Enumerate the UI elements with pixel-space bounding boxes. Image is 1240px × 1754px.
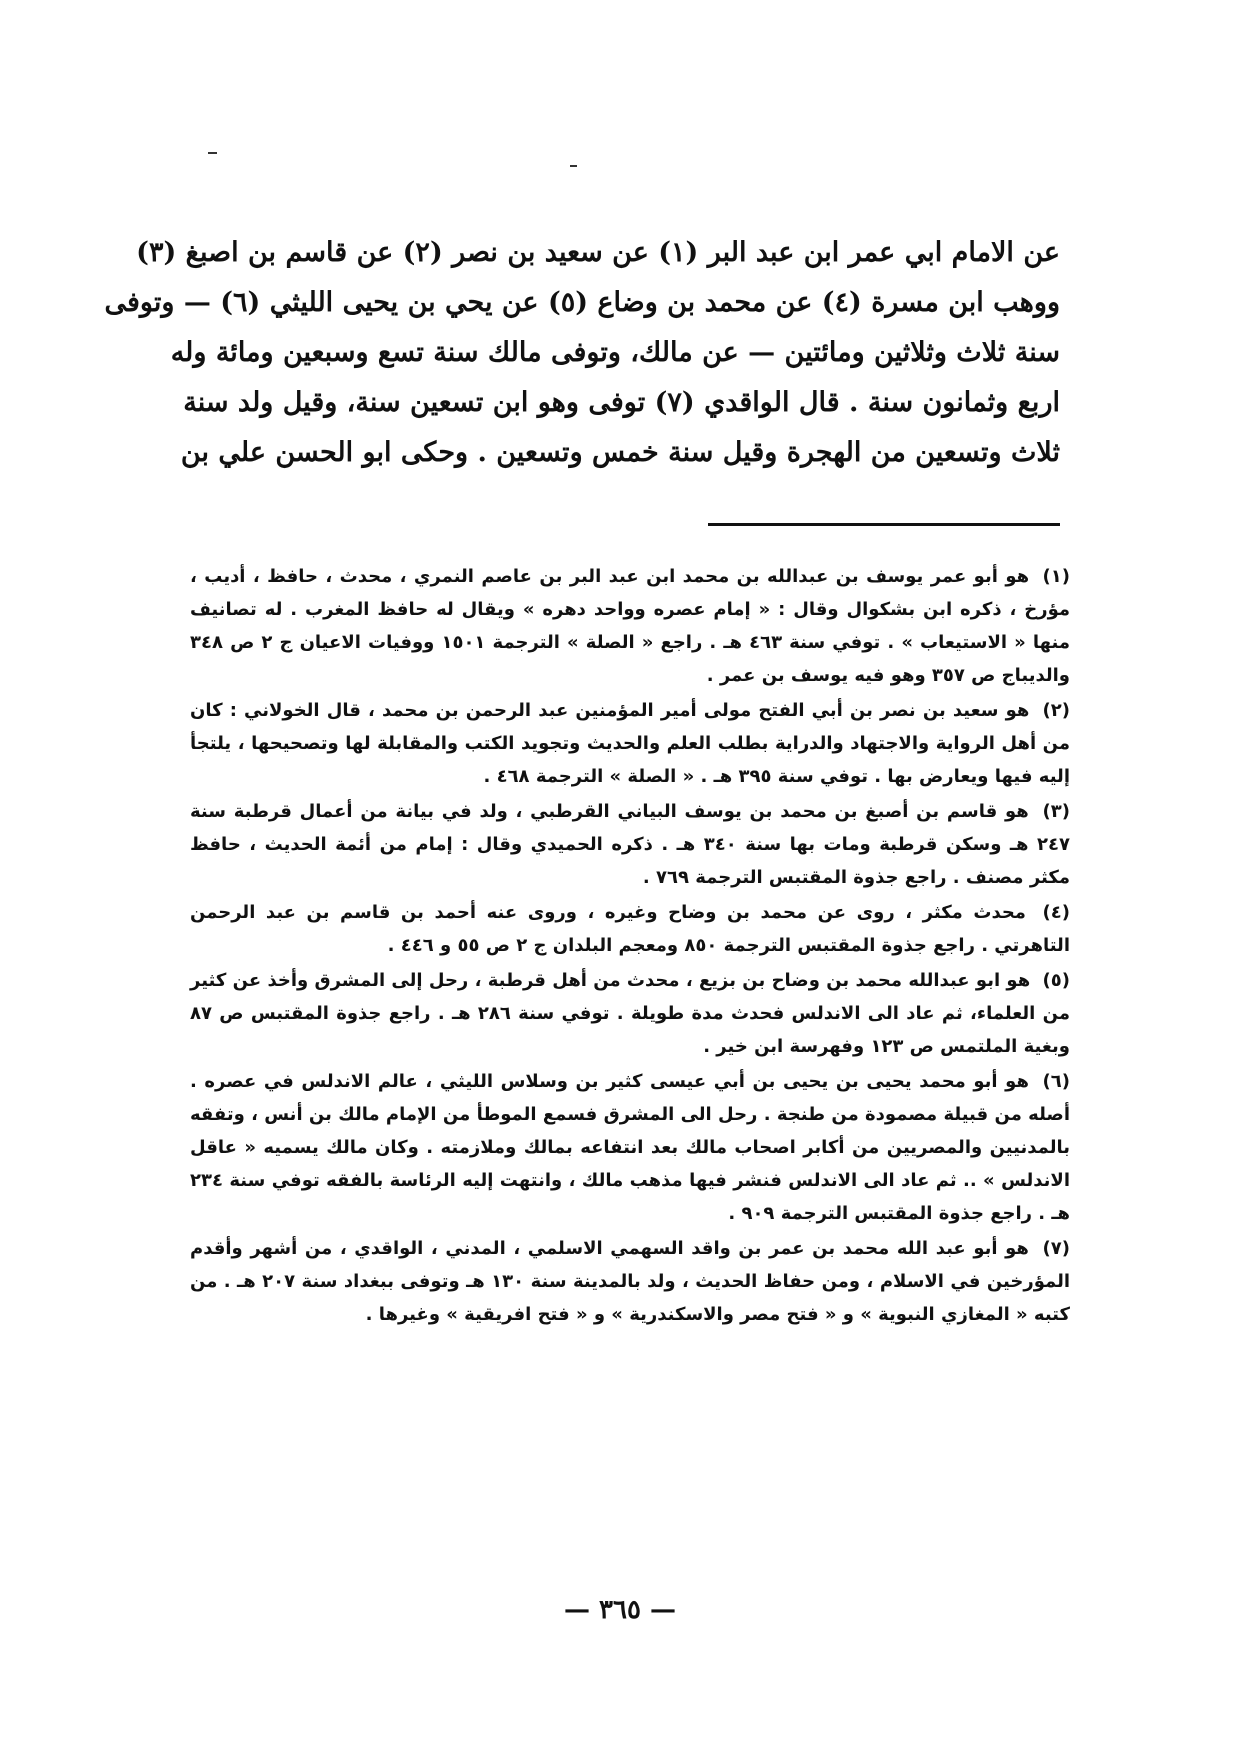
footnote-text: هو قاسم بن أصبغ بن محمد بن يوسف البياني القرطبي ، ولد في بيانة من أعمال قرطبة سنة ٢٤٧ هـ وسكن قرطبة ومات بها سنة ٣٤٠ هـ . ذكره الحميدي وقال : إمام من أئمة الحديث ، حافظ مكثر مصنف . راجع جذوة المقتبس الترجمة ٧٦٩ . [190, 801, 1070, 888]
footnote-text: هو سعيد بن نصر بن أبي الفتح مولى أمير المؤمنين عبد الرحمن بن محمد ، قال الخولاني : كان من أهل الرواية والاجتهاد والدراية بطلب العلم والحديث وتجويد الكتب والمقابلة لها وتصحيحها ، يلتجأ إليه فيها ويعارض بها . توفي سنة ٣٩٥ هـ . « الصلة » الترجمة ٤٦٨ . [190, 700, 1070, 787]
main-text-line: اربع وثمانون سنة . قال الواقدي (٧) توفى وهو ابن تسعين سنة، وقيل ولد سنة [183, 387, 1060, 418]
footnote-3 [190, 795, 1070, 894]
main-text-line: سنة ثلاث وثلاثين ومائتين — عن مالك، وتوفى مالك سنة تسع وسبعين ومائة وله [170, 337, 1060, 368]
footnote-4 [190, 896, 1070, 962]
footnote-text: هو أبو محمد يحيى بن يحيى بن أبي عيسى كثير بن وسلاس الليثي ، عالم الاندلس في عصره . أصله من قبيلة مصمودة من طنجة . رحل الى المشرق فسمع الموطأ من الإمام مالك بن أنس ، وتفقه بالمدنيين والمصريين من أكابر اصحاب مالك بعد انتفاعه بمالك وملازمته . وكان مالك يسميه « عاقل الاندلس » .. ثم عاد الى الاندلس فنشر فيها مذهب مالك ، وانتهت إليه الرئاسة بالفقه توفي سنة ٢٣٤ هـ . راجع جذوة المقتبس الترجمة ٩٠٩ . [190, 1071, 1070, 1224]
footnote-number: (٦) [1042, 1071, 1070, 1092]
scan-speck [570, 165, 577, 167]
footnote-number: (٧) [1042, 1238, 1070, 1259]
scan-speck [208, 152, 217, 154]
footnote-text: محدث مكثر ، روى عن محمد بن وضاح وغيره ، وروى عنه أحمد بن قاسم بن عبد الرحمن التاهرتي . راجع جذوة المقتبس الترجمة ٨٥٠ ومعجم البلدان ج ٢ ص ٥٥ و ٤٤٦ . [190, 902, 1070, 956]
main-text-line: عن الامام ابي عمر ابن عبد البر (١) عن سعيد بن نصر (٢) عن قاسم بن اصبغ (٣) [136, 237, 1060, 268]
footnote-number: (٣) [1042, 801, 1070, 822]
footnotes-section [190, 560, 1070, 1333]
footnote-text: هو أبو عمر يوسف بن عبدالله بن محمد ابن عبد البر بن عاصم النمري ، محدث ، حافظ ، أديب ، مؤرخ ، ذكره ابن بشكوال وقال : « إمام عصره وواحد دهره » ويقال له حافظ المغرب . له تصانيف منها « الاستيعاب » . توفي سنة ٤٦٣ هـ . راجع « الصلة » الترجمة ١٥٠١ ووفيات الاعيان ج ٢ ص ٣٤٨ والديباج ص ٣٥٧ وهو فيه يوسف بن عمر . [190, 566, 1070, 686]
footnote-divider [708, 523, 1060, 526]
footnote-1 [190, 560, 1070, 692]
footnote-text: هو أبو عبد الله محمد بن عمر بن واقد السهمي الاسلمي ، المدني ، الواقدي ، من أشهر وأقدم المؤرخين في الاسلام ، ومن حفاظ الحديث ، ولد بالمدينة سنة ١٣٠ هـ وتوفى ببغداد سنة ٢٠٧ هـ . من كتبه « المغازي النبوية » و « فتح مصر والاسكندرية » و « فتح افريقية » وغيرها . [190, 1238, 1070, 1325]
main-text-line: ثلاث وتسعين من الهجرة وقيل سنة خمس وتسعين . وحكى ابو الحسن علي بن [180, 437, 1060, 468]
footnote-7 [190, 1232, 1070, 1331]
main-text-line: ووهب ابن مسرة (٤) عن محمد بن وضاع (٥) عن يحي بن يحيى الليثي (٦) — وتوفى [104, 287, 1060, 318]
footnote-number: (٢) [1042, 700, 1070, 721]
footnote-number: (٥) [1042, 970, 1070, 991]
footnote-number: (١) [1042, 566, 1070, 587]
footnote-text: هو ابو عبدالله محمد بن وضاح بن بزيع ، محدث من أهل قرطبة ، رحل إلى المشرق وأخذ عن كثير من العلماء، ثم عاد الى الاندلس فحدث مدة طويلة . توفي سنة ٢٨٦ هـ . راجع جذوة المقتبس ص ٨٧ وبغية الملتمس ص ١٢٣ وفهرسة ابن خير . [190, 970, 1070, 1057]
footnote-5 [190, 964, 1070, 1063]
page-number: — ٣٦٥ — [563, 1595, 677, 1625]
footnote-number: (٤) [1042, 902, 1070, 923]
footnote-6 [190, 1065, 1070, 1230]
main-text-block [104, 228, 1060, 478]
footnote-2 [190, 694, 1070, 793]
